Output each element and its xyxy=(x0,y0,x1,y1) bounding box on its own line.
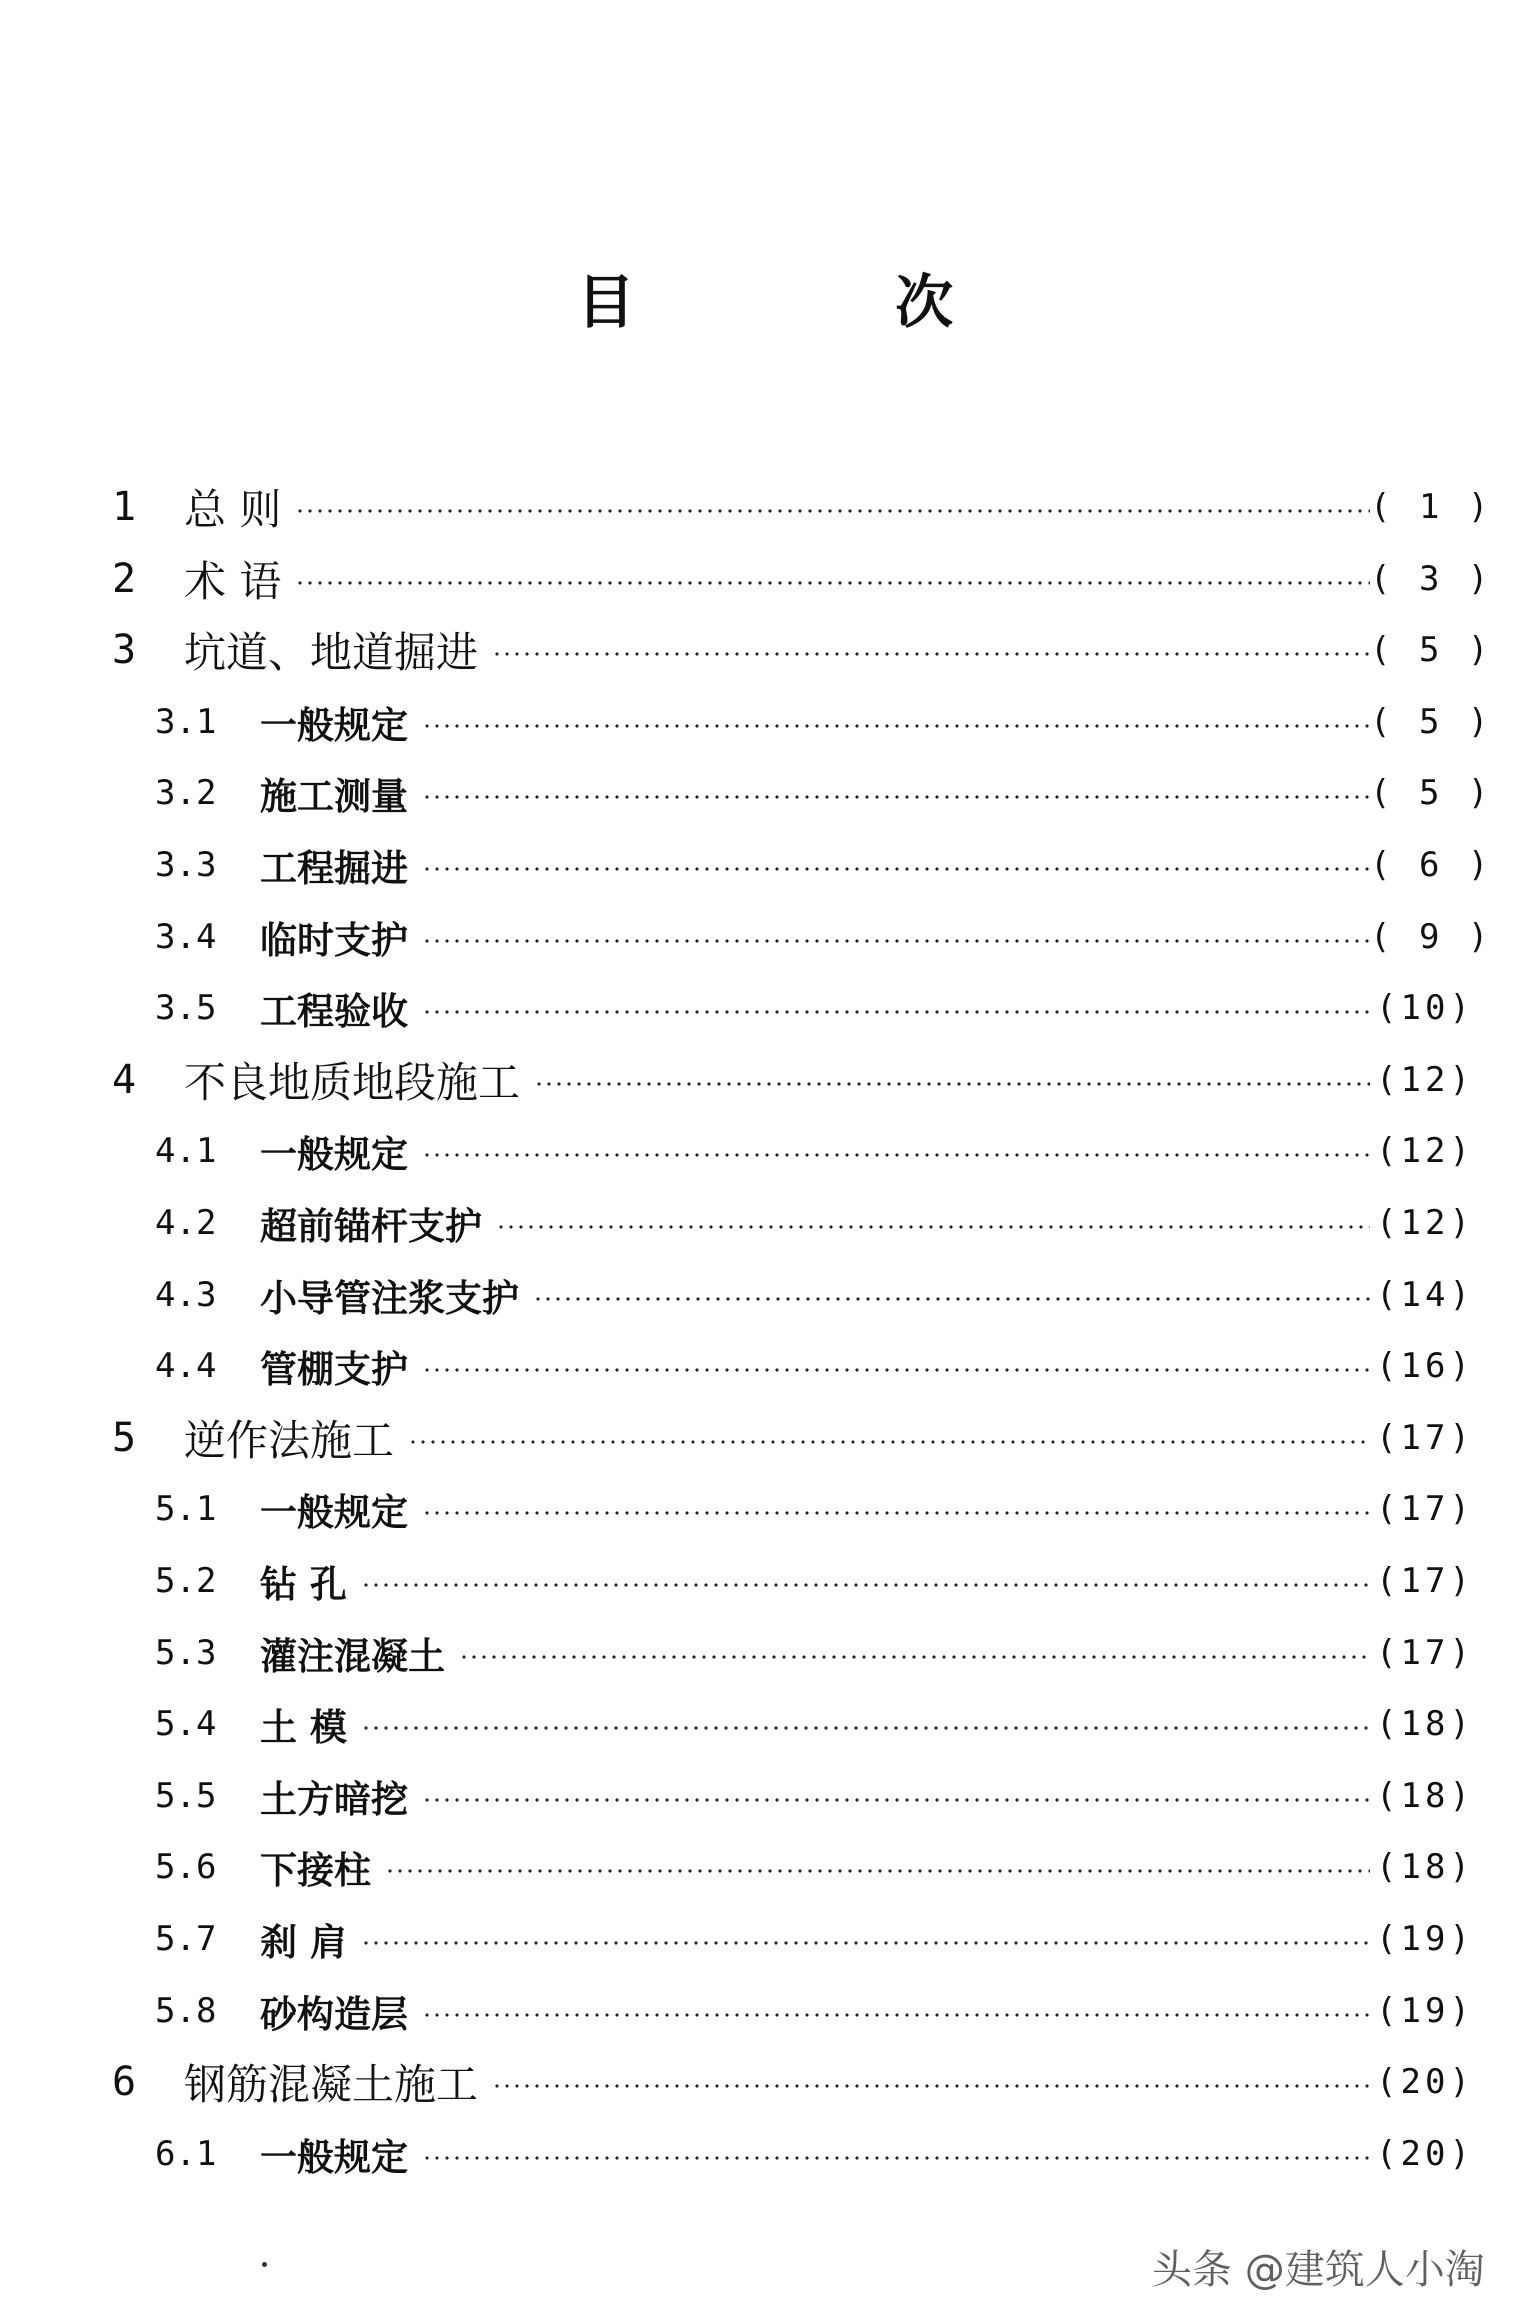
toc-page-number: (17) xyxy=(1376,1633,1474,1673)
dot-leader xyxy=(422,1798,1370,1802)
toc-page-number: (14) xyxy=(1376,1275,1474,1315)
toc-page-number: (16) xyxy=(1376,1346,1474,1386)
toc-label: 钢筋混凝土施工 xyxy=(184,2060,479,2109)
toc-label: 一般规定 xyxy=(260,703,408,747)
toc-label: 临时支护 xyxy=(260,918,408,962)
toc-page-number: (12) xyxy=(1376,1131,1474,1171)
toc-label: 施工测量 xyxy=(260,774,408,818)
toc-number: 3 xyxy=(112,627,137,673)
toc-number: 5.8 xyxy=(155,1991,217,2031)
dot-leader xyxy=(533,1297,1370,1301)
toc-section-row[interactable] xyxy=(155,1835,1480,1899)
toc-number: 6 xyxy=(112,2059,137,2105)
dot-leader xyxy=(496,1225,1370,1229)
toc-page-number: (20) xyxy=(1376,2134,1474,2174)
toc-number: 5.5 xyxy=(155,1776,217,1816)
toc-label: 超前锚杆支护 xyxy=(260,1204,482,1248)
toc-page-number: (17) xyxy=(1376,1561,1474,1601)
toc-section-row[interactable] xyxy=(155,1334,1480,1398)
toc-chapter-row[interactable] xyxy=(112,618,1493,682)
toc-section-row[interactable] xyxy=(155,1979,1480,2043)
toc-page-number: (19) xyxy=(1376,1991,1474,2031)
toc-number: 4 xyxy=(112,1057,137,1103)
toc-page-number: (18) xyxy=(1376,1847,1474,1887)
watermark: 头条 @建筑人小淘 xyxy=(1152,2247,1485,2293)
toc-page-number: ( 5 ) xyxy=(1370,630,1493,670)
toc-number: 5.4 xyxy=(155,1704,217,1744)
dot-leader xyxy=(422,795,1370,799)
toc-number: 1 xyxy=(112,484,137,530)
toc-number: 4.2 xyxy=(155,1203,217,1243)
dot-leader xyxy=(534,1082,1370,1086)
toc-label: 一般规定 xyxy=(260,1490,408,1534)
toc-label: 总 则 xyxy=(184,485,282,534)
dot-leader xyxy=(422,2156,1370,2160)
toc-page-number: (18) xyxy=(1376,1776,1474,1816)
toc-section-row[interactable] xyxy=(155,976,1480,1040)
toc-page-number: ( 1 ) xyxy=(1370,487,1493,527)
toc-number: 4.3 xyxy=(155,1275,217,1315)
toc-section-row[interactable] xyxy=(155,905,1493,969)
toc-label: 砂构造层 xyxy=(260,1992,408,2036)
toc-section-row[interactable] xyxy=(155,1764,1480,1828)
toc-number: 5.6 xyxy=(155,1847,217,1887)
dot-leader xyxy=(459,1655,1370,1659)
toc-number: 5.1 xyxy=(155,1489,217,1529)
toc-label: 一般规定 xyxy=(260,1132,408,1176)
toc-section-row[interactable] xyxy=(155,833,1493,897)
toc-number: 3.3 xyxy=(155,845,217,885)
toc-label: 刹 肩 xyxy=(260,1920,347,1964)
toc-label: 不良地质地段施工 xyxy=(184,1058,521,1107)
dot-leader xyxy=(422,939,1370,943)
toc-label: 逆作法施工 xyxy=(184,1416,395,1465)
toc-section-row[interactable] xyxy=(155,2122,1480,2186)
toc-chapter-row[interactable] xyxy=(112,2050,1480,2114)
toc-section-row[interactable] xyxy=(155,1907,1480,1971)
toc-number: 5 xyxy=(112,1415,137,1461)
toc-page-number: ( 9 ) xyxy=(1370,917,1493,957)
dot-leader xyxy=(361,1726,1370,1730)
dot-leader xyxy=(422,2013,1370,2017)
toc-number: 3.5 xyxy=(155,988,217,1028)
toc-label: 钻 孔 xyxy=(260,1562,347,1606)
toc-label: 工程验收 xyxy=(260,989,408,1033)
dot-leader xyxy=(492,2084,1370,2088)
toc-page-number: ( 5 ) xyxy=(1370,702,1493,742)
toc-number: 5.3 xyxy=(155,1633,217,1673)
dot-leader xyxy=(361,1583,1370,1587)
toc-section-row[interactable] xyxy=(155,1692,1480,1756)
dot-leader xyxy=(422,1010,1370,1014)
toc-number: 5.7 xyxy=(155,1919,217,1959)
toc-section-row[interactable] xyxy=(155,761,1493,825)
toc-number: 4.1 xyxy=(155,1131,217,1171)
toc-label: 管棚支护 xyxy=(260,1347,408,1391)
toc-section-row[interactable] xyxy=(155,1191,1480,1255)
toc-number: 3.2 xyxy=(155,773,217,813)
dot-leader xyxy=(492,652,1370,656)
toc-label: 术 语 xyxy=(184,557,282,606)
toc-number: 5.2 xyxy=(155,1561,217,1601)
page-title: 目 次 xyxy=(576,268,1074,336)
dot-leader xyxy=(408,1440,1370,1444)
toc-number: 3.1 xyxy=(155,702,217,742)
toc-label: 灌注混凝土 xyxy=(260,1634,445,1678)
dot-leader xyxy=(361,1941,1370,1945)
toc-page-number: (12) xyxy=(1376,1203,1474,1243)
toc-label: 坑道、地道掘进 xyxy=(184,628,479,677)
toc-chapter-row[interactable] xyxy=(112,475,1493,539)
toc-label: 小导管注浆支护 xyxy=(260,1276,519,1320)
dot-leader xyxy=(422,724,1370,728)
toc-number: 2 xyxy=(112,556,137,602)
dot-leader xyxy=(295,509,1370,513)
toc-label: 工程掘进 xyxy=(260,846,408,890)
toc-section-row[interactable] xyxy=(155,690,1493,754)
dot-leader xyxy=(422,867,1370,871)
toc-label: 下接柱 xyxy=(260,1848,371,1892)
toc-section-row[interactable] xyxy=(155,1549,1480,1613)
toc-page-number: ( 5 ) xyxy=(1370,773,1493,813)
toc-section-row[interactable] xyxy=(155,1621,1480,1685)
toc-chapter-row[interactable] xyxy=(112,547,1493,611)
toc-section-row[interactable] xyxy=(155,1263,1480,1327)
ink-dot xyxy=(262,2262,267,2267)
toc-section-row[interactable] xyxy=(155,1119,1480,1183)
dot-leader xyxy=(295,581,1370,585)
toc-page-number: (10) xyxy=(1376,988,1474,1028)
toc-chapter-row[interactable] xyxy=(112,1048,1480,1112)
toc-page-number: (17) xyxy=(1376,1418,1474,1458)
toc-section-row[interactable] xyxy=(155,1477,1480,1541)
toc-chapter-row[interactable] xyxy=(112,1406,1480,1470)
toc-page-number: (17) xyxy=(1376,1489,1474,1529)
toc-page-number: (12) xyxy=(1376,1060,1474,1100)
toc-page-number: (19) xyxy=(1376,1919,1474,1959)
toc-page-number: (20) xyxy=(1376,2062,1474,2102)
toc-number: 4.4 xyxy=(155,1346,217,1386)
toc-page-number: ( 3 ) xyxy=(1370,559,1493,599)
dot-leader xyxy=(422,1153,1370,1157)
dot-leader xyxy=(385,1869,1370,1873)
toc-number: 6.1 xyxy=(155,2134,217,2174)
toc-page-number: (18) xyxy=(1376,1704,1474,1744)
toc-label: 土方暗挖 xyxy=(260,1777,408,1821)
dot-leader xyxy=(422,1368,1370,1372)
toc-label: 土 模 xyxy=(260,1705,347,1749)
toc-page-number: ( 6 ) xyxy=(1370,845,1493,885)
toc-number: 3.4 xyxy=(155,917,217,957)
dot-leader xyxy=(422,1511,1370,1515)
toc-label: 一般规定 xyxy=(260,2135,408,2179)
